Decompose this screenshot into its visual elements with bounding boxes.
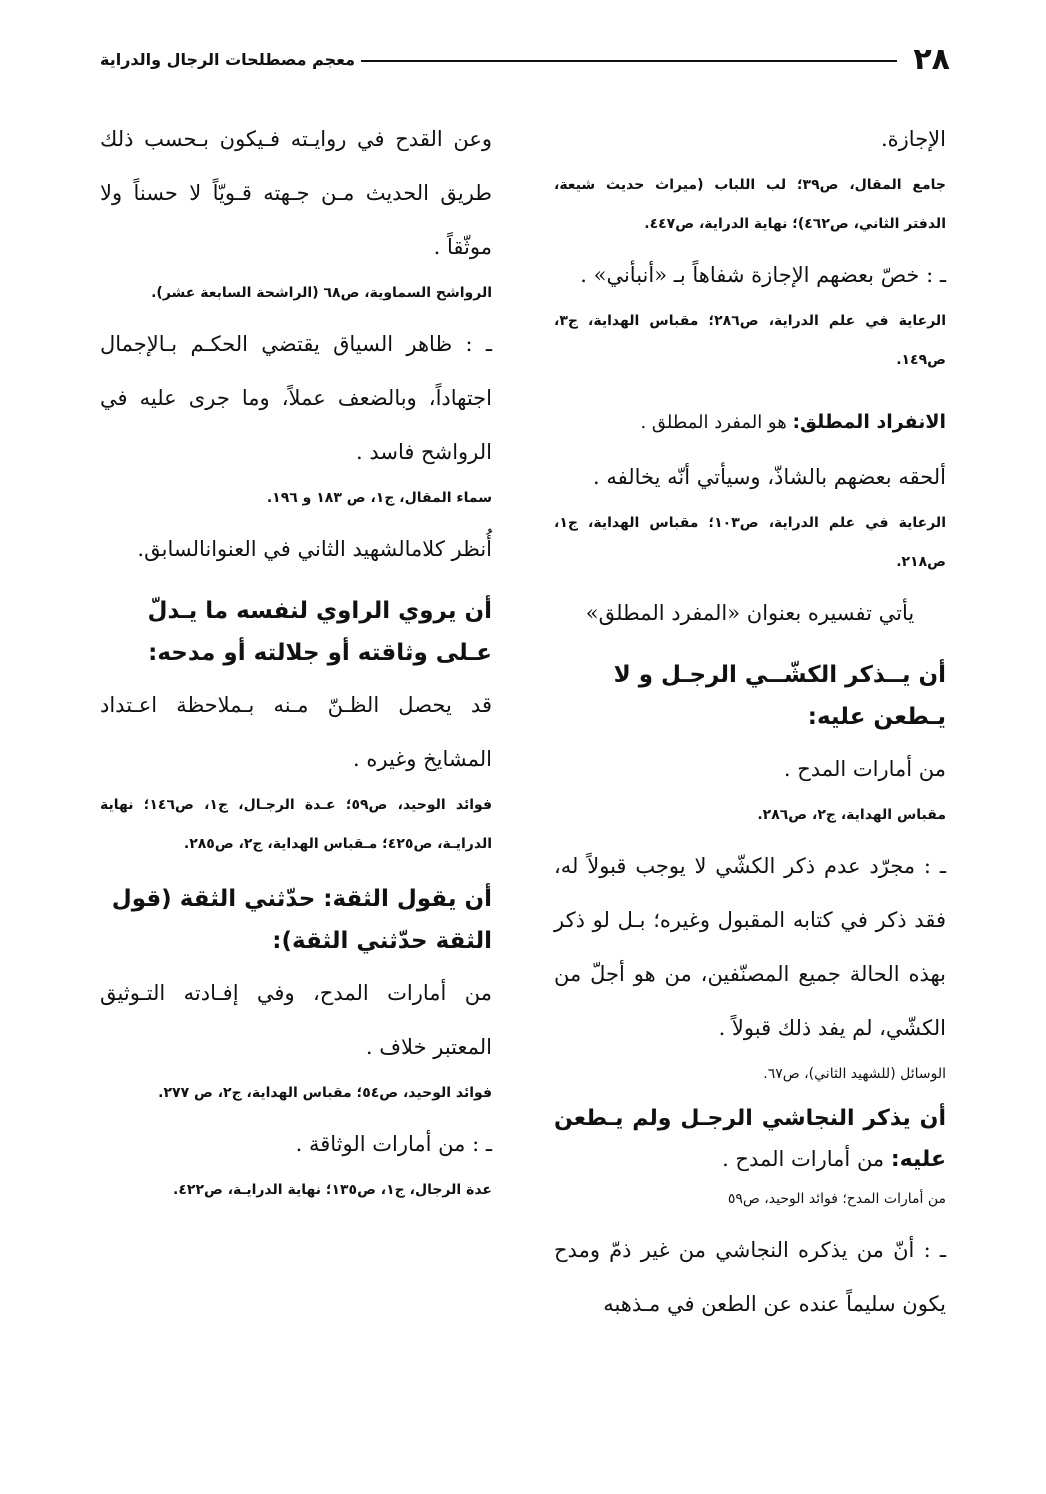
paragraph: ـ : ظاهر السياق يقتضي الحكـم بـالإجمال اجتهاداً، وبالضعف عملاً، وما جرى عليه في الرواشح فاسد . (100, 332, 492, 464)
paragraph: ـ : من أمارات الوثاقة . (295, 1132, 492, 1156)
running-title: معجم مصطلحات الرجال والدراية (100, 49, 356, 69)
entry-title: أن يــذكر الكشّــي الرجـل و لا يـطعن عليه: (613, 662, 946, 730)
paragraph: ألحقه بعضهم بالشاذّ، وسيأتي أنّه يخالفه . (593, 465, 946, 489)
entry-definition: هو المفرد المطلق . (640, 412, 793, 433)
paragraph: ـ : مجرّد عدم ذكر الكشّي لا يوجب قبولاً له، فقد ذكر في كتابه المقبول وغيره؛ بـل لو ذكر بهذه الحالة جميع المصنّفين، من هو أجلّ من الكشّي، لم يفد ذلك قبولاً . (554, 854, 946, 1040)
paragraph: الإجازة. (880, 127, 946, 151)
source-citation: مقباس الهداية، ج٢، ص٢٨٦. (757, 807, 946, 823)
source-citation: الرعاية في علم الدراية، ص٢٨٦؛ مقباس الهداية، ج٣، ص١٤٩. (554, 313, 946, 368)
source-citation: جامع المقال، ص٣٩؛ لب اللباب (ميراث حديث شيعة، الدفتر الثاني، ص٤٦٢)؛ نهاية الدراية، ص٤٤٧. (554, 177, 946, 232)
left-column (100, 112, 492, 1214)
paragraph: من أمارات المدح . (783, 757, 946, 781)
entry-inline (554, 394, 946, 450)
source-citation: فوائد الوحيد، ص٥٩؛ عـدة الرجـال، ج١، ص١٤٦؛ نهاية الدرايـة، ص٤٢٥؛ مـقباس الهداية، ج٢، ص٢٨٥. (100, 797, 493, 852)
source-citation: من أمارات المدح؛ فوائد الوحيد، ص٥٩ (727, 1191, 946, 1207)
paragraph: أُنظر كلامالشهيد الثاني في العنوانالسابق. (137, 537, 492, 561)
source-citation: الرواشح السماوية، ص٦٨ (الراشحة السابعة عشر). (151, 285, 492, 301)
spacer (554, 384, 946, 394)
source-citation: سماء المقال، ج١، ص ١٨٣ و ١٩٦. (266, 490, 492, 506)
entry-title: أن يذكر النجاشي الرجـل ولم يـطعن عليه: (554, 1106, 946, 1172)
paragraph: ـ : أنّ من يذكره النجاشي من غير ذمّ ومدح يكون سليماً عنده عن الطعن في مـذهبه (554, 1238, 946, 1316)
page-header (100, 38, 950, 80)
right-column (554, 112, 946, 1331)
entry-title: أن يقول الثقة: حدّثني الثقة (قول الثقة حدّثني الثقة): (111, 886, 492, 954)
paragraph: من أمارات المدح، وفي إفـادته التـوثيق المعتبر خلاف . (100, 981, 492, 1059)
source-citation: عدة الرجال، ج١، ص١٣٥؛ نهاية الدرايـة، ص٤٢٢. (173, 1182, 492, 1198)
entry-inline (554, 1098, 946, 1180)
entry-title: الانفراد المطلق: (792, 411, 946, 433)
source-citation: الرعاية في علم الدراية، ص١٠٣؛ مقباس الهداية، ج١، ص٢١٨. (554, 515, 946, 570)
paragraph: ـ : خصّ بعضهم الإجازة شفاهاً بـ «أنبأني» . (580, 263, 946, 287)
source-citation: الوسائل (للشهيد الثاني)، ص٦٧. (763, 1066, 946, 1082)
source-citation: فوائد الوحيد، ص٥٤؛ مقباس الهداية، ج٢، ص ٢٧٧. (158, 1085, 492, 1101)
paragraph: وعن القدح في روايـته فـيكون بـحسب ذلك طريق الحديث مـن جـهته قـويّاً لا حسناً ولا موثّقاً . (100, 127, 492, 259)
page-number: ٢٨ (913, 41, 950, 77)
header-rule (361, 60, 897, 62)
paragraph: قد يحصل الظـنّ مـنه بـملاحظة اعـتداد المشايخ وغيره . (100, 693, 492, 771)
entry-definition: من أمارات المدح . (722, 1147, 891, 1171)
paragraph: يأتي تفسيره بعنوان «المفرد المطلق» (585, 601, 915, 625)
entry-title: أن يروي الراوي لنفسه ما يـدلّ عـلى وثاقته أو جلالته أو مدحه: (147, 598, 492, 666)
